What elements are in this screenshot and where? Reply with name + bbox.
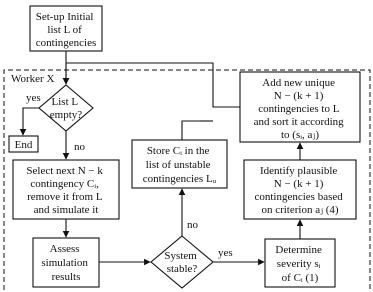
identify-node-text: Identify plausible N − (k + 1) contingencies based on criterion aⱼ (4) — [254, 165, 343, 216]
edge-label-yes-determine: yes — [218, 247, 233, 259]
store-node — [132, 140, 227, 188]
add-node-text: Add new unique N − (k + 1) contingencies to L and sort it according to (sᵢ, aⱼ) — [253, 77, 344, 141]
select-node — [13, 160, 119, 219]
system-stable-decision-text: System stable? — [164, 250, 198, 275]
worker-label: Worker X — [11, 73, 55, 85]
end-node — [9, 136, 38, 152]
list-empty-decision-text: List L empty? — [49, 96, 83, 121]
store-node-text: Store Cᵢ in the list of unstable contingencies Lᵤ — [142, 145, 217, 185]
edge-label-no-select: no — [74, 141, 85, 153]
select-node-text: Select next N − k contingency Cᵢ, remove it from L and simulate it — [26, 165, 103, 216]
determine-node — [265, 239, 335, 287]
system-stable-decision — [151, 236, 213, 288]
add-node — [240, 72, 360, 142]
setup-node — [30, 6, 102, 51]
setup-node-text: Set-up Initial list L of contingencies — [35, 11, 97, 49]
edge-label-no-store: no — [187, 219, 198, 231]
end-node-text: End — [14, 139, 33, 151]
identify-node — [244, 160, 356, 219]
determine-node-text: Determine severity sᵢ of Cᵢ (1) — [275, 244, 322, 284]
edge-store-up — [182, 121, 200, 140]
list-empty-decision — [39, 85, 93, 131]
assess-node — [33, 238, 99, 287]
edge-label-yes-end: yes — [26, 92, 41, 104]
edge-list-empty-yes-to-end — [23, 108, 39, 135]
assess-node-text: Assess simulation results — [41, 243, 88, 283]
